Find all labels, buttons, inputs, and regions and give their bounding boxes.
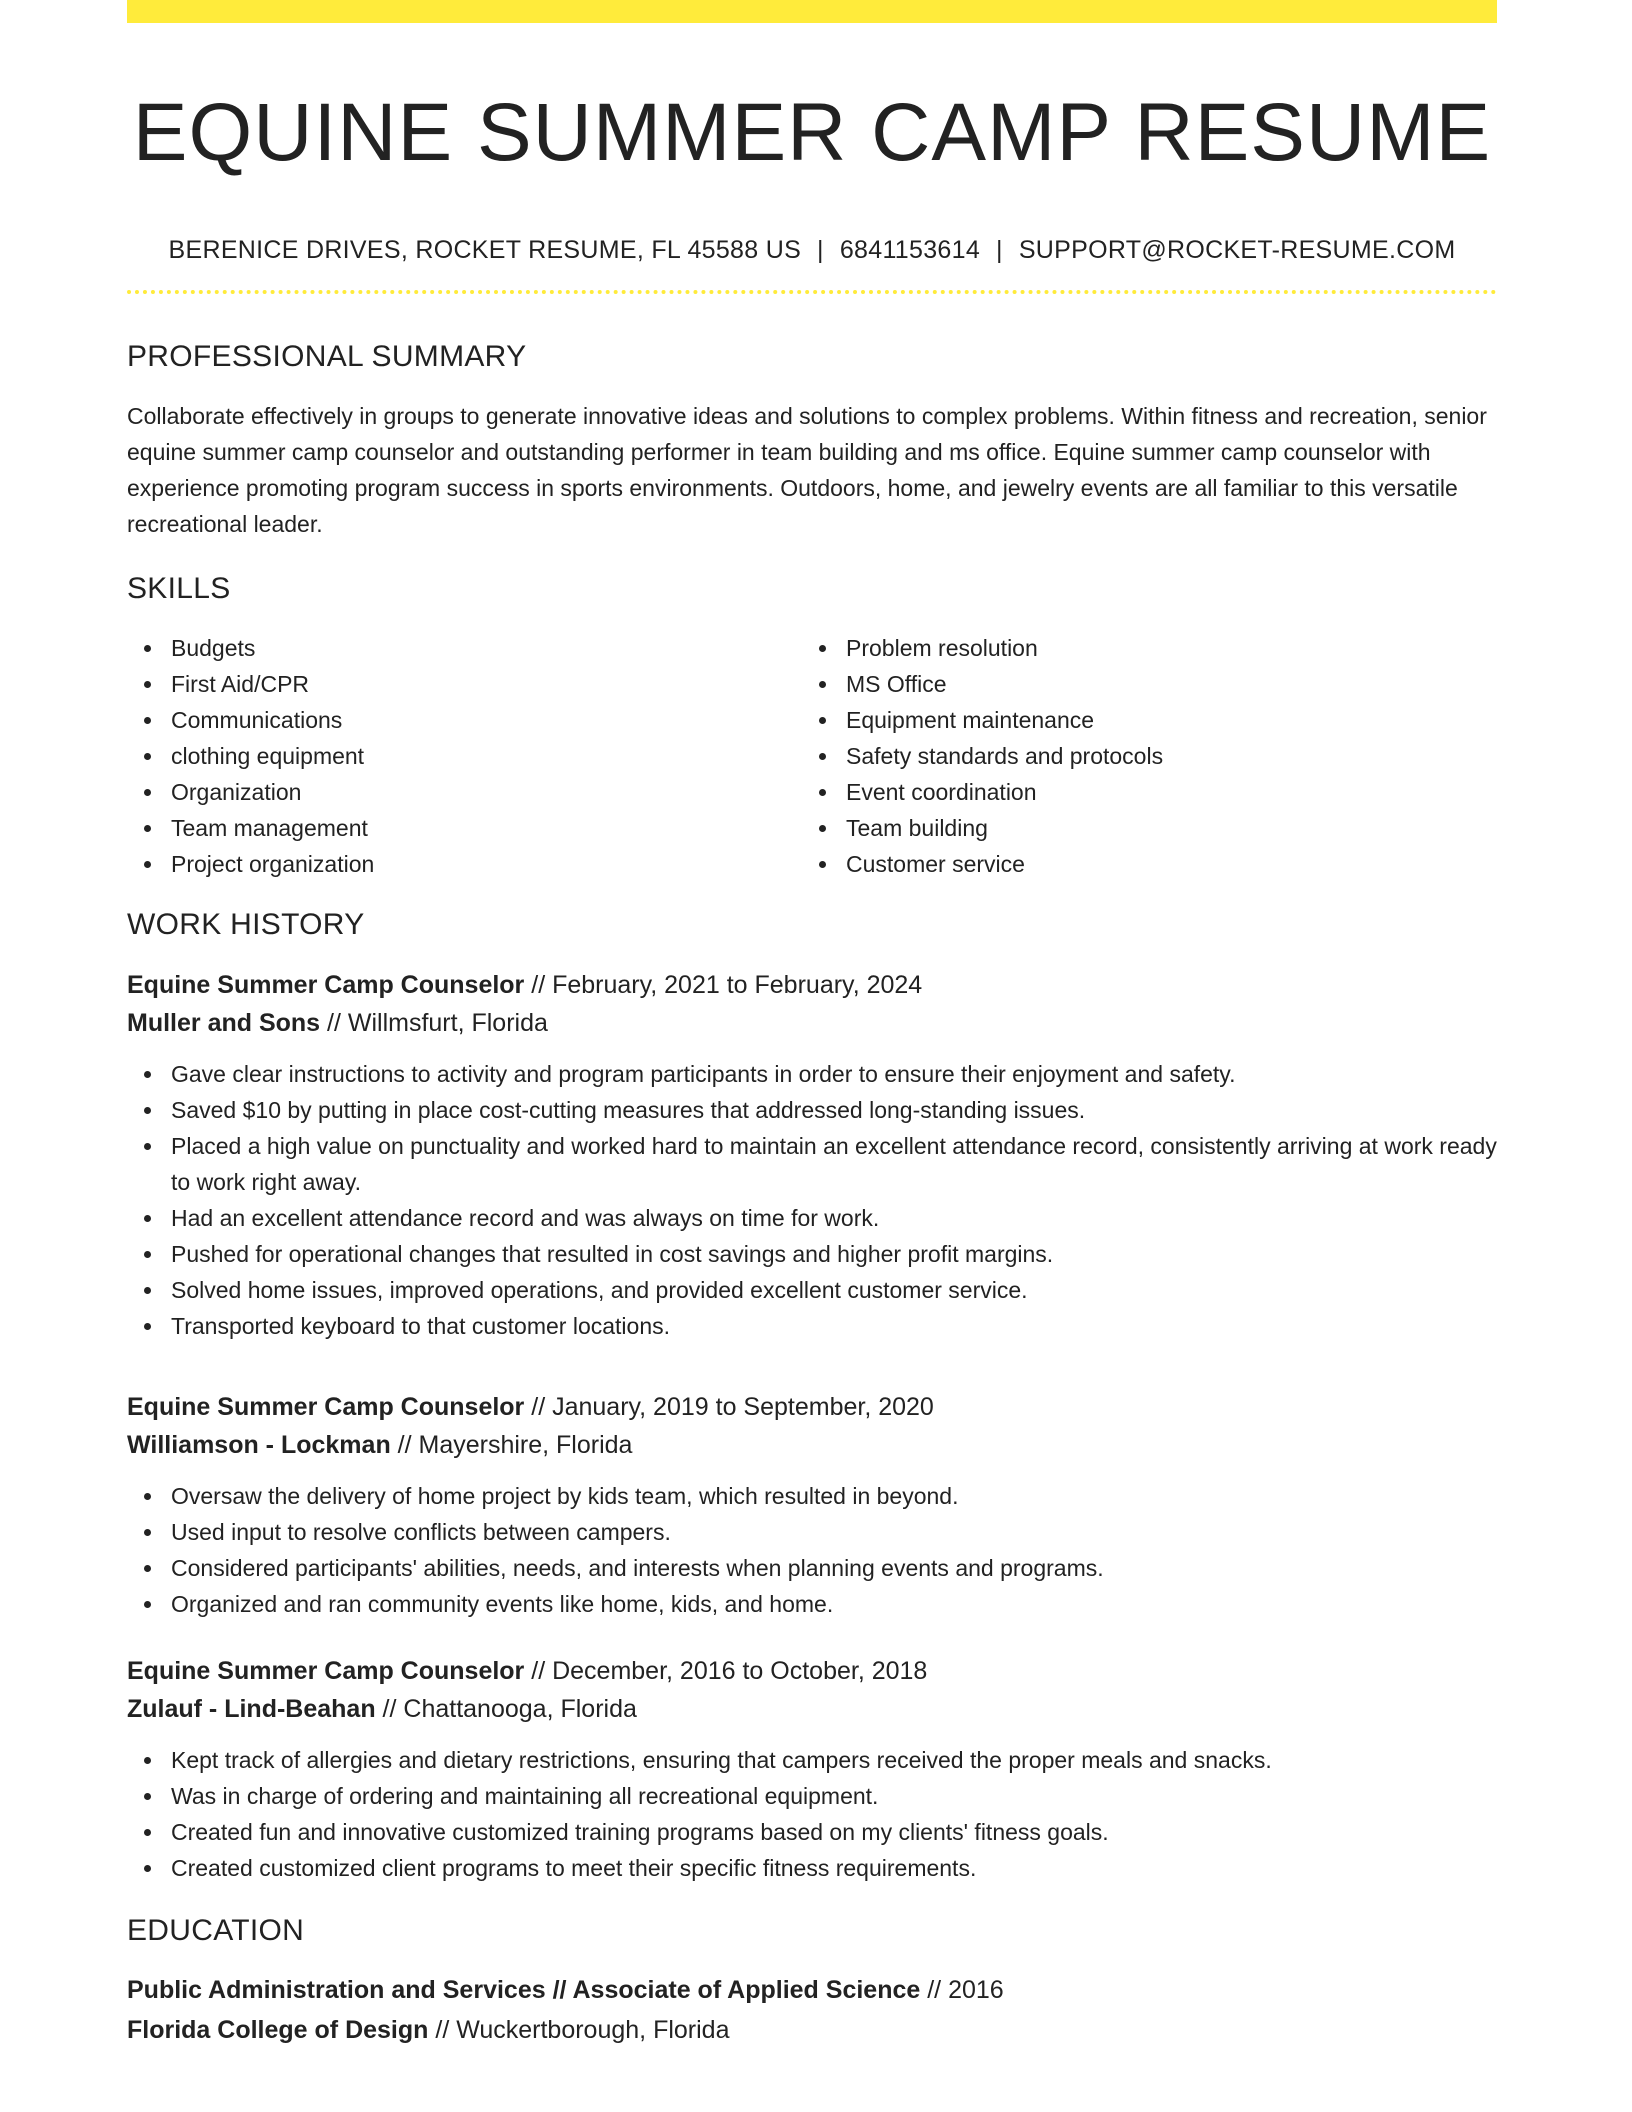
work-history-heading: WORK HISTORY <box>127 908 365 941</box>
job-location: // Mayershire, Florida <box>390 1431 633 1459</box>
job-bullets <box>127 1742 1497 1886</box>
resume-title: EQUINE SUMMER CAMP RESUME <box>132 87 1492 178</box>
job-company: Zulauf - Lind-Beahan <box>127 1695 376 1723</box>
contact-email: SUPPORT@ROCKET-RESUME.COM <box>1018 236 1456 264</box>
skill-item: Communications <box>127 702 802 738</box>
skill-item: Customer service <box>802 846 1497 882</box>
job-company: Muller and Sons <box>127 1009 321 1037</box>
job-title: Equine Summer Camp Counselor <box>127 1393 525 1421</box>
job-entry <box>127 1388 1497 1622</box>
job-bullet: Created customized client programs to meet their specific fitness requirements. <box>127 1850 1497 1886</box>
dotted-divider <box>127 290 1497 294</box>
skill-item: Team building <box>802 810 1497 846</box>
job-title-line <box>127 1652 1497 1690</box>
top-accent-bar <box>127 0 1497 23</box>
job-entry <box>127 1652 1497 1886</box>
education-entry <box>127 1970 1497 2050</box>
contact-separator: | <box>996 236 1003 264</box>
job-title: Equine Summer Camp Counselor <box>127 1657 525 1685</box>
contact-separator: | <box>817 236 824 264</box>
job-entry <box>127 966 1497 1344</box>
job-bullets <box>127 1056 1497 1344</box>
job-company-line <box>127 1004 1497 1042</box>
job-dates: // December, 2016 to October, 2018 <box>524 1657 928 1685</box>
job-bullet: Gave clear instructions to activity and program participants in order to ensure their enjoyment and safety. <box>127 1056 1497 1092</box>
skill-item: MS Office <box>802 666 1497 702</box>
job-bullet: Oversaw the delivery of home project by kids team, which resulted in beyond. <box>127 1478 1497 1514</box>
summary-text: Collaborate effectively in groups to generate innovative ideas and solutions to complex problems. Within fitness and recreation, senior equine summer camp counselor and outstanding performer in team building and ms office. Equine summer camp counselor with experience promoting program success in sports environments. Outdoors, home, and jewelry events are all familiar to this versatile recreational leader. <box>127 403 1487 537</box>
skill-item: Problem resolution <box>802 630 1497 666</box>
skill-item: Safety standards and protocols <box>802 738 1497 774</box>
skills-column-left <box>127 630 802 882</box>
job-bullet: Had an excellent attendance record and was always on time for work. <box>127 1200 1497 1236</box>
job-bullet: Kept track of allergies and dietary restrictions, ensuring that campers received the proper meals and snacks. <box>127 1742 1497 1778</box>
job-location: // Willmsfurt, Florida <box>320 1009 548 1037</box>
job-bullets <box>127 1478 1497 1622</box>
skill-item: Equipment maintenance <box>802 702 1497 738</box>
education-year: // 2016 <box>920 1976 1004 2004</box>
skills-column-right <box>802 630 1497 882</box>
job-dates: // February, 2021 to February, 2024 <box>524 971 923 999</box>
skill-item: Budgets <box>127 630 802 666</box>
job-title-line <box>127 966 1497 1004</box>
job-bullet: Used input to resolve conflicts between campers. <box>127 1514 1497 1550</box>
job-bullet: Pushed for operational changes that resulted in cost savings and higher profit margins. <box>127 1236 1497 1272</box>
skill-item: Organization <box>127 774 802 810</box>
education-school-line <box>127 2010 1497 2050</box>
summary-heading: PROFESSIONAL SUMMARY <box>127 340 527 373</box>
education-school: Florida College of Design <box>127 2016 429 2044</box>
job-location: // Chattanooga, Florida <box>375 1695 637 1723</box>
job-bullet: Placed a high value on punctuality and worked hard to maintain an excellent attendance record, consistently arriving at work ready to work right away. <box>127 1128 1497 1200</box>
skill-item: clothing equipment <box>127 738 802 774</box>
skills-list <box>127 630 1497 882</box>
education-degree-line <box>127 1970 1497 2010</box>
education-heading: EDUCATION <box>127 1914 305 1947</box>
skill-item: Team management <box>127 810 802 846</box>
job-bullet: Organized and ran community events like home, kids, and home. <box>127 1586 1497 1622</box>
skills-heading: SKILLS <box>127 572 231 605</box>
job-dates: // January, 2019 to September, 2020 <box>524 1393 934 1421</box>
education-degree: Public Administration and Services // Associate of Applied Science <box>127 1976 921 2004</box>
job-company-line <box>127 1426 1497 1464</box>
contact-address: BERENICE DRIVES, ROCKET RESUME, FL 45588 US <box>168 236 802 264</box>
job-bullet: Created fun and innovative customized training programs based on my clients' fitness goals. <box>127 1814 1497 1850</box>
contact-line <box>127 233 1497 267</box>
resume-content <box>127 23 1497 2050</box>
job-bullet: Was in charge of ordering and maintaining all recreational equipment. <box>127 1778 1497 1814</box>
job-bullet: Saved $10 by putting in place cost-cutting measures that addressed long-standing issues. <box>127 1092 1497 1128</box>
job-bullet: Solved home issues, improved operations, and provided excellent customer service. <box>127 1272 1497 1308</box>
job-bullet: Transported keyboard to that customer locations. <box>127 1308 1497 1344</box>
skill-item: First Aid/CPR <box>127 666 802 702</box>
job-title: Equine Summer Camp Counselor <box>127 971 525 999</box>
education-location: // Wuckertborough, Florida <box>428 2016 730 2044</box>
job-company-line <box>127 1690 1497 1728</box>
job-bullet: Considered participants' abilities, needs, and interests when planning events and programs. <box>127 1550 1497 1586</box>
skill-item: Event coordination <box>802 774 1497 810</box>
contact-phone: 6841153614 <box>839 236 981 264</box>
job-title-line <box>127 1388 1497 1426</box>
skill-item: Project organization <box>127 846 802 882</box>
job-company: Williamson - Lockman <box>127 1431 391 1459</box>
